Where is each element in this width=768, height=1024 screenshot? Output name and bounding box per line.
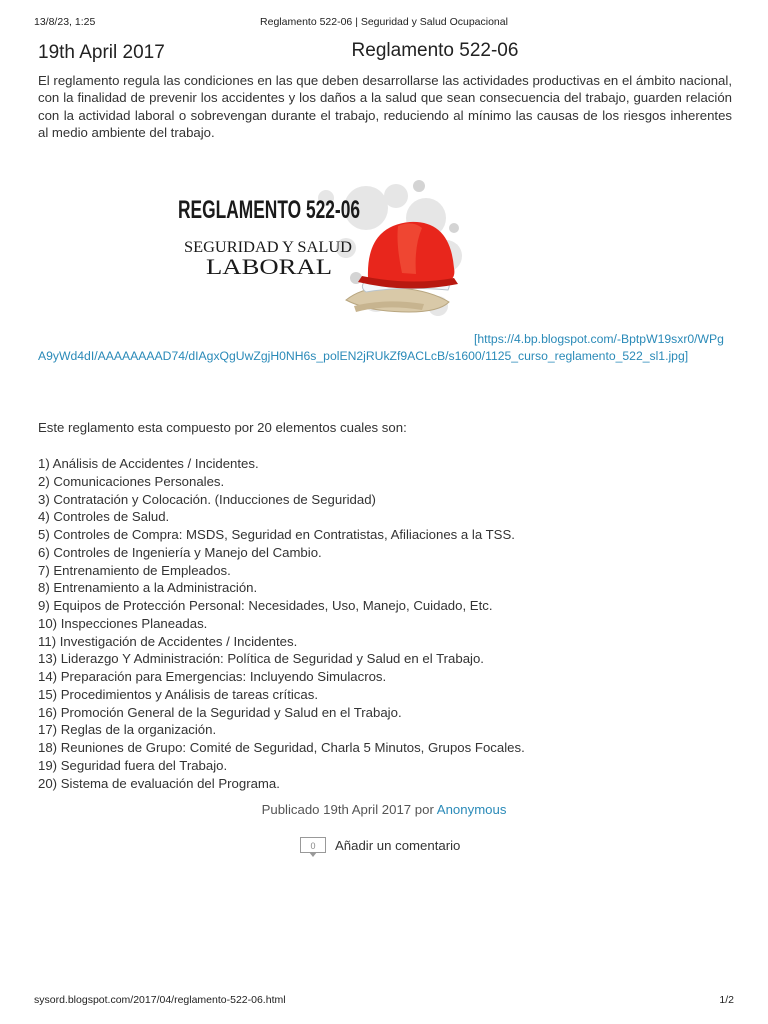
comment-row[interactable]	[300, 834, 460, 856]
print-url: sysord.blogspot.com/2017/04/reglamento-522-06.html	[34, 994, 286, 1006]
list-item: 20) Sistema de evaluación del Programa.	[38, 775, 280, 791]
list-item: 15) Procedimientos y Análisis de tareas críticas.	[38, 686, 318, 702]
list-item: 18) Reuniones de Grupo: Comité de Seguridad, Charla 5 Minutos, Grupos Focales.	[38, 740, 525, 755]
comment-count-badge: 0	[300, 837, 326, 853]
list-item: 7) Entrenamiento de Empleados.	[38, 562, 231, 578]
list-item: 9) Equipos de Protección Personal: Necesidades, Uso, Manejo, Cuidado, Etc.	[38, 598, 493, 613]
list-item: 1) Análisis de Accidentes / Incidentes.	[38, 456, 259, 471]
banner-line1: SEGURIDAD Y SALUD	[184, 239, 352, 256]
author-link[interactable]: Anonymous	[436, 802, 507, 817]
post-body	[38, 72, 732, 142]
list-item: 11) Investigación de Accidentes / Incidentes.	[38, 633, 298, 649]
post-date: 19th April 2017	[38, 42, 165, 63]
print-footer	[34, 994, 734, 1008]
list-item: 13) Liderazgo Y Administración: Política de Seguridad y Salud en el Trabajo.	[38, 651, 484, 667]
list-item: 14) Preparación para Emergencias: Incluyendo Simulacros.	[38, 669, 387, 684]
list-item: 8) Entrenamiento a la Administración.	[38, 580, 258, 596]
list-item: 2) Comunicaciones Personales.	[38, 473, 225, 489]
elements-intro: Este reglamento esta compuesto por 20 elementos cuales son:	[38, 420, 407, 435]
print-page-number: 1/2	[719, 994, 734, 1006]
banner-heading: REGLAMENTO 522-06	[178, 196, 360, 224]
list-item: 10) Inspecciones Planeadas.	[38, 615, 208, 631]
post-title: Reglamento 522-06	[351, 40, 519, 61]
list-item: 3) Contratación y Colocación. (Inducciones de Seguridad)	[38, 491, 376, 507]
banner-graphic	[176, 178, 466, 328]
list-item: 17) Reglas de la organización.	[38, 722, 217, 738]
list-item: 16) Promoción General de la Seguridad y Salud en el Trabajo.	[38, 704, 402, 720]
add-comment-link[interactable]: Añadir un comentario	[335, 837, 461, 853]
published-text: Publicado 19th April 2017 por	[261, 802, 434, 817]
list-item: 5) Controles de Compra: MSDS, Seguridad en Contratistas, Afiliaciones a la TSS.	[38, 527, 515, 542]
post-meta	[0, 802, 768, 817]
list-item: 4) Controles de Salud.	[38, 509, 170, 525]
list-item: 19) Seguridad fuera del Trabajo.	[38, 757, 228, 773]
image-source-link[interactable]: [https://4.bp.blogspot.com/-BptpW19sxr0/WPgA9yWd4dI/AAAAAAAAD74/dIAgxQgUwZgjH0NH6s_polEN2jRUkZf9ACLcB/s1600/1125_curso_reglamento_522_sl1.jpg]	[38, 332, 724, 363]
banner-line2: LABORAL	[206, 254, 332, 279]
print-header	[34, 16, 734, 30]
print-page-title: Reglamento 522-06 | Seguridad y Salud Ocupacional	[260, 16, 508, 28]
elements-list	[38, 455, 525, 792]
post-intro: El reglamento regula las condiciones en las que deben desarrollarse las actividades productivas en el ámbito nacional, con la finalidad de prevenir los accidentes y los daños a la salud que sean consecuencia del trabajo, guarden relación con la actividad laboral o sobrevengan durante el trabajo, reduciendo al mínimo las causas de los riesgos inherentes al medio ambiente del trabajo.	[38, 73, 732, 141]
post-banner-image[interactable]	[176, 178, 466, 328]
print-datetime: 13/8/23, 1:25	[34, 16, 96, 28]
list-item: 6) Controles de Ingeniería y Manejo del Cambio.	[38, 544, 322, 560]
